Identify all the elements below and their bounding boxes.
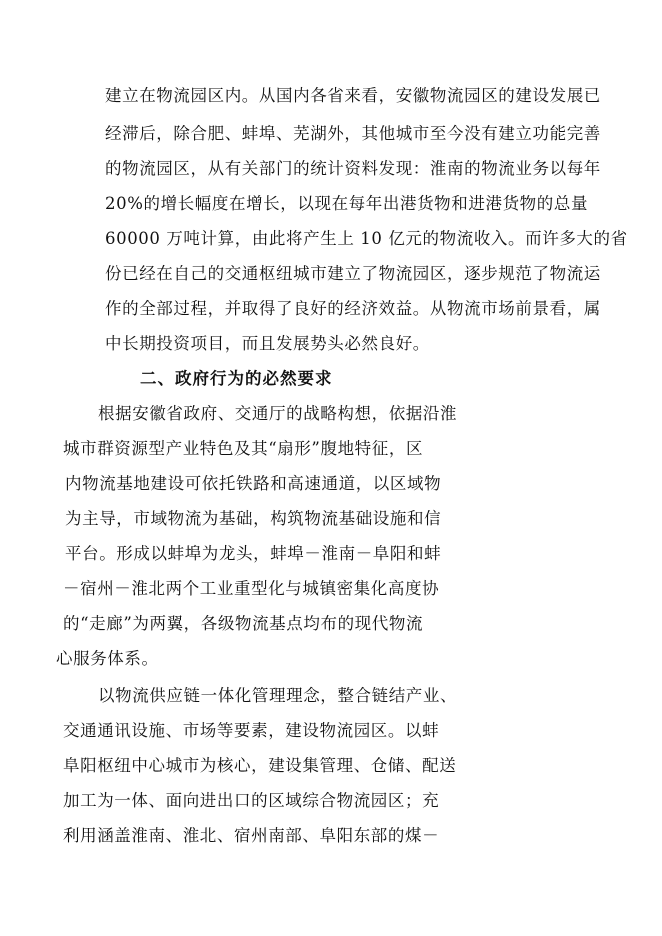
text-line: 心服务体系。 (56, 649, 159, 668)
text-line: 加工为一体、面向进出口的区域综合物流园区；充 (63, 791, 440, 810)
text-line: 根据安徽省政府、交通厅的战略构想，依据沿淮 (98, 404, 458, 423)
text-line: －宿州－淮北两个工业重型化与城镇密集化高度协 (63, 579, 440, 598)
text-line: 城市群资源型产业特色及其“扇形”腹地特征，区 (63, 439, 424, 458)
text-line: 建立在物流园区内。从国内各省来看，安徽物流园区的建设发展已 (105, 86, 601, 105)
text-line: 60000 万吨计算，由此将产生上 10 亿元的物流收入。而许多大的省 (105, 229, 628, 248)
text-line: 交通通讯设施、市场等要素，建设物流园区。以蚌 (63, 721, 440, 740)
text-line: 中长期投资项目，而且发展势头必然良好。 (105, 334, 430, 353)
text-line: 的物流园区，从有关部门的统计资料发现：淮南的物流业务以每年 (105, 159, 601, 178)
text-line: 内物流基地建设可依托铁路和高速通道，以区域物 (65, 474, 442, 493)
section-heading: 二、政府行为的必然要求 (140, 369, 333, 388)
text-line: 平台。形成以蚌埠为龙头，蚌埠－淮南－阜阳和蚌 (65, 544, 442, 563)
text-line: 阜阳枢纽中心城市为核心，建设集管理、仓储、配送 (63, 756, 457, 775)
text-line: 份已经在自己的交通枢纽城市建立了物流园区，逐步规范了物流运 (105, 264, 601, 283)
text-line: 利用涵盖淮南、淮北、宿州南部、阜阳东部的煤－ (63, 826, 440, 845)
text-line: 20%的增长幅度在增长，以现在每年出港货物和进港货物的总量 (105, 194, 589, 213)
text-line: 的“走廊”为两翼，各级物流基点均布的现代物流 (63, 614, 424, 633)
text-line: 为主导，市域物流为基础，构筑物流基础设施和信 (65, 509, 442, 528)
text-line: 作的全部过程，并取得了良好的经济效益。从物流市场前景看，属 (105, 299, 601, 318)
text-line: 经滞后，除合肥、蚌埠、芜湖外，其他城市至今没有建立功能完善 (105, 124, 601, 143)
text-line: 以物流供应链一体化管理理念，整合链结产业、 (98, 686, 458, 705)
